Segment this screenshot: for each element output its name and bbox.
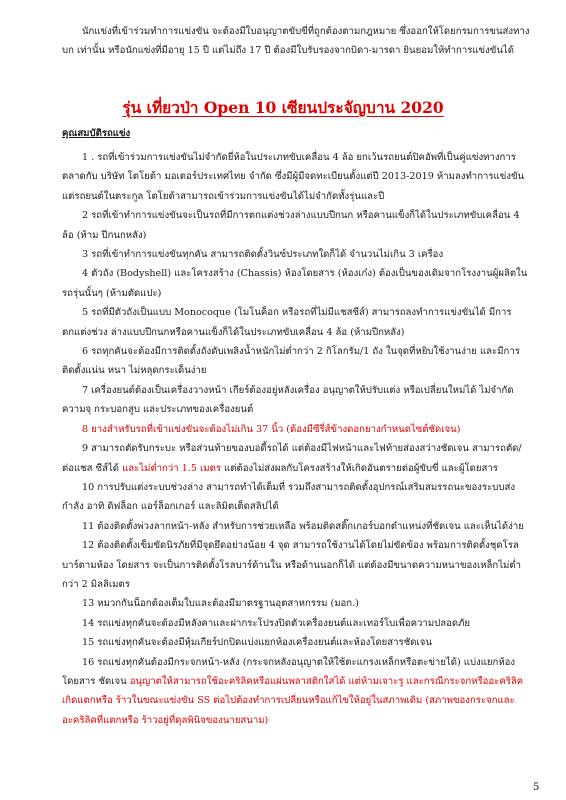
rule-text: 2 รถที่เข้าทำการแข่งขันจะเป็นรถที่มีการตกแต่งช่วงล่างแบบปีกนก หรือคานแข็งก็ได้ในประเภทขับเคลื่อน 4 ล้อ (ห้าม ปีกนกหลัง) xyxy=(62,210,520,241)
rule-item xyxy=(62,245,532,264)
rule-item xyxy=(62,653,532,731)
rule-item xyxy=(62,517,532,536)
rule-text-highlight: และไม่ต่ำกว่า 1.5 เมตร xyxy=(122,462,221,474)
rule-item xyxy=(62,633,532,652)
rule-item xyxy=(62,148,532,206)
rule-text: 9 สามารถตัดรับกระบะ หรือส่วนท้ายของบอดี้รถได้ แต่ต้องมีไฟหน้าและไฟท้ายส่องสว่างชัดเจน สามารถตัด/ต่อแชส ซีส์ได้ xyxy=(62,443,522,474)
rule-text: 6 รถทุกคันจะต้องมีการติดตั้งถังดับเพลิงน้ำหนักไม่ต่ำกว่า 2 กิโลกรัม/1 ถัง ในจุดที่หยิบใช้งานง่าย และมีการติดตั้งแน่น หนา ไม่หลุดกระเด็นง่าย xyxy=(62,346,520,377)
rule-item xyxy=(62,303,532,342)
rules-list xyxy=(62,148,532,730)
rule-text: 13 หมวกกันน็อกต้องเต็มใบและต้องมีมาตรฐานอุตสาหกรรม (มอก.) xyxy=(82,598,359,610)
rule-item xyxy=(62,536,532,594)
qualifications-heading: คุณสมบัติรถแข่ง xyxy=(62,128,131,139)
rule-text: แต่ต้องไม่ส่งผลกับโครงสร้างให้เกิดอันตรายต่อผู้ขับขี่ และผู้โดยสาร xyxy=(221,462,498,474)
rule-text: 12 ต้องติดตั้งเข็มขัดนิรภัยที่มีจุดยึดอย่างน้อย 4 จุด สามารถใช้งานได้โดยไม่ขัดข้อง พร้อมการติดตั้งชุดโรลบาร์ตามห้อง โดยสาร จะเป็นการติดตั้งโรลบาร์ด้านใน หรือด้านนอกก็ได้ แต่ต้องมีขนาดความหนาของเหล็กไม่ต่ำกว่า 2 มิลลิเมตร xyxy=(62,540,522,590)
rule-item xyxy=(62,478,532,517)
rule-item xyxy=(62,594,532,613)
rule-text: 14 รถแข่งทุกคันจะต้องมีหลังคาและฝากระโปรงปิดตัวเครื่องยนต์และเทอร์โบเพื่อความปลอดภัย xyxy=(82,617,471,629)
rule-text-highlight: 8 ยางสำหรับรถที่เข้าแข่งขันจะต้องไม่เกิน 37 นิ้ว (ต้องมีซีรี่ส์ข้างดอกยางกำหนดไซต์ชัดเจน) xyxy=(82,423,461,435)
rule-item xyxy=(62,381,532,420)
rule-item xyxy=(62,420,532,439)
rule-text: 10 การปรับแต่งระบบช่วงล่าง สามารถทำได้เต็มที่ รวมถึงสามารถติดตั้งอุปกรณ์เสริมสมรรถนะของระบบส่งกำลัง อาทิ ดิฟล็อก แอร์ล็อกเกอร์ และลิมิตเต็ดสลิปได้ xyxy=(62,481,516,513)
rule-text: 3 รถที่เข้าทำการแข่งขันทุกคัน สามารถติดตั้งวินซ์ประเภทใดก็ได้ จำนวนไม่เกิน 3 เครื่อง xyxy=(82,249,444,261)
rule-item xyxy=(62,439,532,478)
rule-text: 5 รถที่มีตัวถังเป็นแบบ Monocoque (โมโนค็อก หรือรถที่ไม่มีแชสซีส์) สามารถลงทำการแข่งขันได้ มีการตกแต่งช่วง ล่างแบบปีกนกหรือคานแข็งก็ได้ในประเภทขับเคลื่อน 4 ล้อ (ห้ามปีกหลัง) xyxy=(62,307,512,338)
rule-text: 15 รถแข่งทุกคันจะต้องมีหุ้มเกียร์ปกปิดแบ่งแยกห้องเครื่องยนต์และห้องโดยสารชัดเจน xyxy=(82,637,432,649)
rule-text: 11 ต้องติดตั้งพ่วงลากหน้า-หลัง สำหรับการช่วยเหลือ พร้อมติดสติ๊กเกอร์บอกตำแหน่งที่ชัดเจน และเห็นได้ง่าย xyxy=(82,520,524,532)
rule-text: 1 . รถที่เข้าร่วมการแข่งขันไม่จำกัดยี่ห้อในประเภทขับเคลื่อน 4 ล้อ ยกเว้นรถยนต์ปิคอัพที่เป็นคู่แข่งทางการตลาดกับ บริษัท โตโยต้า มอเตอร์ประเทศไทย จำกัด ซึ่งมีผู้มีจดทะเบียนตั้งแต่ปี 2013-2019 ห้ามลงทำการแข่งขัน แต่รถยนต์ในตระกูล โตโยต้าสามารถเข้าร่วมการแข่งขันได้ไม่จำกัดทั้งรุ่นและปี xyxy=(62,152,525,202)
rule-text: 4 ตัวถัง (Bodyshell) และโครงสร้าง (Chassis) ห้องโดยสาร (ห้องเก๋ง) ต้องเป็นของเดิมจากโรงงานผู้ผลิตในรถรุ่นนั้นๆ (ห้ามตัดแปะ) xyxy=(62,268,528,299)
rule-text: 16 รถแข่งทุกคันต้องมีกระจกหน้า-หลัง (กระจกหลังอนุญาตให้ใช้ตะแกรงเหล็กหรือตะข่ายได้) แบ่งแยกห้องโดยสาร ชัดเจน xyxy=(62,656,516,687)
rule-item xyxy=(62,342,532,381)
rule-text-highlight: อนุญาตให้สามารถใช้อะคริลิคหรือแผ่นพลาสติกใสได้ แต่ห้ามเจาะรู และกรณีกระจกหรืออะคริลิคเกิดแตกหรือ ร้าวในขณะแข่งขัน SS ต่อไปต้องทำการเปลี่ยนหรือแก้ไขให้อยู่ในสภาพเดิม (สภาพของกระจกและอะคริลิคที่แตกหรือ ร้าวอยู่ที่ดุลพินิจของนายสนาม) xyxy=(62,675,524,726)
rule-item xyxy=(62,206,532,245)
class-title: รุ่น เที่ยวป่า Open 10 เซียนประจัญบาน 2020 xyxy=(122,98,444,117)
rule-item xyxy=(62,614,532,633)
page-number: 5 xyxy=(533,782,540,793)
rule-text: 7 เครื่องยนต์ต้องเป็นเครื่องวางหน้า เกียร์ต้องอยู่หลังเครื่อง อนุญาตให้ปรับแต่ง หรือเปลี่ยนใหม่ได้ ไม่จำกัดความจุ กระบอกสูบ และประเภทของเครื่องยนต์ xyxy=(62,384,514,416)
rule-item xyxy=(62,264,532,303)
intro-paragraph: นักแข่งที่เข้าร่วมทำการแข่งขัน จะต้องมีใบอนุญาตขับขี่ที่ถูกต้องตามกฎหมาย ซึ่งออกให้โดยกรมการขนส่งทางบก เท่านั้น หรือนักแข่งที่มีอายุ 15 ปี แต่ไม่ถึง 17 ปี ต้องมีใบรับรองจากบิดา-มารดา ยินยอมให้ทำการแข่งขันได้ xyxy=(62,26,530,56)
